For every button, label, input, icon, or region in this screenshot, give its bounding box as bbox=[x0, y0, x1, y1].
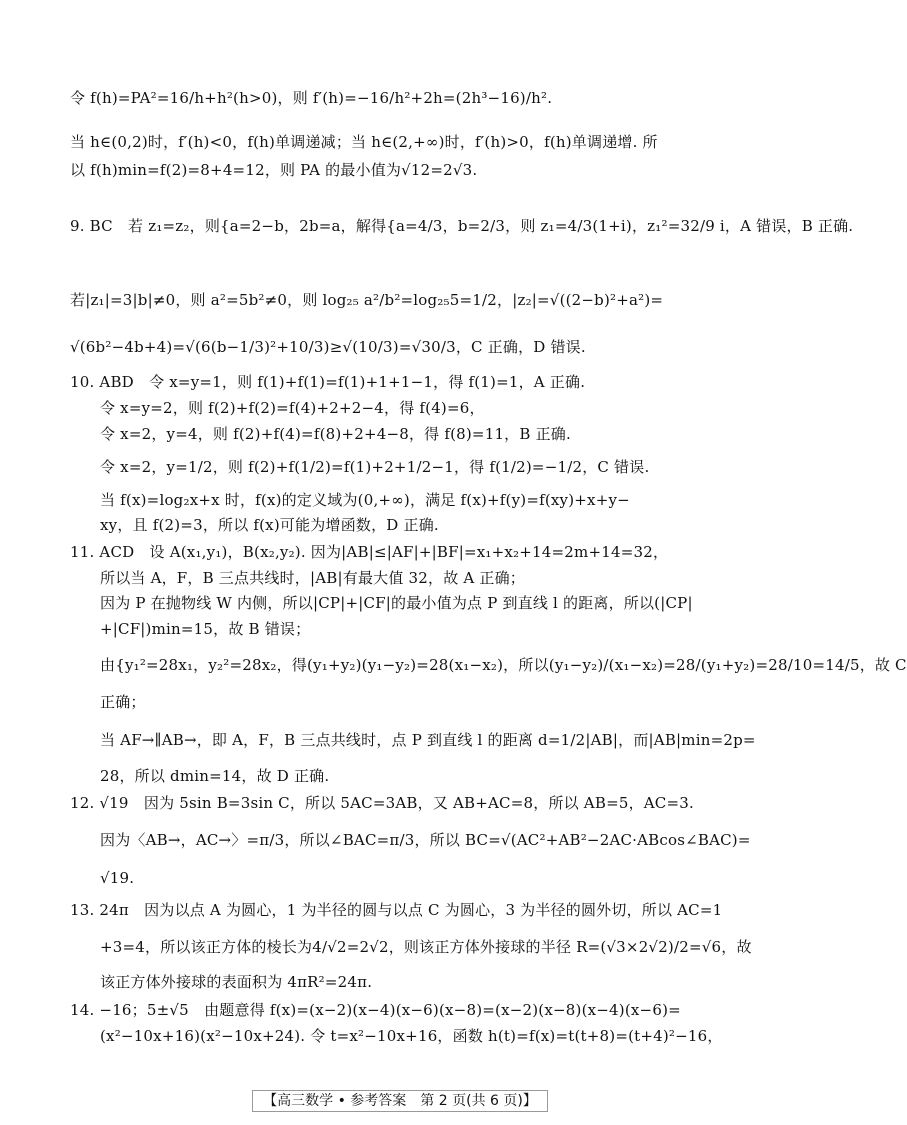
text-line: 因为〈AB→，AC→〉=π/3，所以∠BAC=π/3，所以 BC=√(AC²+AB²−2AC·ABcos∠BAC)= bbox=[100, 831, 751, 849]
text-line: 9. BC 若 z₁=z₂，则{a=2−b，2b=a，解得{a=4/3，b=2/3，则 z₁=4/3(1+i)，z₁²=32/9 i，A 错误，B 正确. bbox=[70, 217, 854, 235]
text-line: √(6b²−4b+4)=√(6(b−1/3)²+10/3)≥√(10/3)=√30/3，C 正确，D 错误. bbox=[70, 338, 586, 356]
text-line: 13. 24π 因为以点 A 为圆心，1 为半径的圆与以点 C 为圆心，3 为半径的圆外切，所以 AC=1 bbox=[70, 901, 723, 919]
footer-label: 【高三数学 • 参考答案 第 2 页(共 6 页)】 bbox=[252, 1090, 548, 1112]
text-line: 因为 P 在抛物线 W 内侧，所以|CP|+|CF|的最小值为点 P 到直线 l 的距离，所以(|CP| bbox=[100, 594, 693, 612]
text-line: 令 x=y=2，则 f(2)+f(2)=f(4)+2+2−4，得 f(4)=6， bbox=[100, 399, 485, 417]
text-line: 11. ACD 设 A(x₁,y₁)，B(x₂,y₂). 因为|AB|≤|AF|+|BF|=x₁+x₂+14=2m+14=32， bbox=[70, 543, 669, 561]
text-line: 令 f(h)=PA²=16/h+h²(h>0)，则 f′(h)=−16/h²+2h=(2h³−16)/h². bbox=[70, 89, 553, 107]
text-line: 当 h∈(0,2)时，f′(h)<0，f(h)单调递减；当 h∈(2,+∞)时，f′(h)>0，f(h)单调递增. 所 bbox=[70, 133, 658, 151]
text-line: 当 AF→∥AB→，即 A，F，B 三点共线时，点 P 到直线 l 的距离 d=1/2|AB|，而|AB|min=2p= bbox=[100, 731, 756, 749]
text-line: 所以当 A，F，B 三点共线时，|AB|有最大值 32，故 A 正确； bbox=[100, 569, 525, 587]
text-line: 12. √19 因为 5sin B=3sin C，所以 5AC=3AB，又 AB+AC=8，所以 AB=5，AC=3. bbox=[70, 794, 694, 812]
text-line: 令 x=2，y=4，则 f(2)+f(4)=f(8)+2+4−8，得 f(8)=11，B 正确. bbox=[100, 425, 571, 443]
text-line: 当 f(x)=log₂x+x 时，f(x)的定义域为(0,+∞)，满足 f(x)+f(y)=f(xy)+x+y− bbox=[100, 491, 630, 509]
text-line: 若|z₁|=3|b|≠0，则 a²=5b²≠0，则 log₂₅ a²/b²=log₂₅5=1/2，|z₂|=√((2−b)²+a²)= bbox=[70, 291, 664, 309]
page-footer bbox=[0, 1090, 800, 1110]
text-line: 该正方体外接球的表面积为 4πR²=24π. bbox=[100, 973, 373, 991]
text-line: +3=4，所以该正方体的棱长为4/√2=2√2，则该正方体外接球的半径 R=(√3×2√2)/2=√6，故 bbox=[100, 938, 752, 956]
text-line: +|CF|)min=15，故 B 错误； bbox=[100, 620, 311, 638]
text-line: (x²−10x+16)(x²−10x+24). 令 t=x²−10x+16，函数 h(t)=f(x)=t(t+8)=(t+4)²−16， bbox=[100, 1027, 723, 1045]
text-line: 由{y₁²=28x₁，y₂²=28x₂，得(y₁+y₂)(y₁−y₂)=28(x₁−x₂)，所以(y₁−y₂)/(x₁−x₂)=28/(y₁+y₂)=28/10=14/5，故 C bbox=[100, 656, 907, 674]
text-line: 14. −16；5±√5 由题意得 f(x)=(x−2)(x−4)(x−6)(x−8)=(x−2)(x−8)(x−4)(x−6)= bbox=[70, 1001, 681, 1019]
text-line: 以 f(h)min=f(2)=8+4=12，则 PA 的最小值为√12=2√3. bbox=[70, 161, 478, 179]
text-line: 10. ABD 令 x=y=1，则 f(1)+f(1)=f(1)+1+1−1，得 f(1)=1，A 正确. bbox=[70, 373, 586, 391]
text-line: 28，所以 dmin=14，故 D 正确. bbox=[100, 767, 330, 785]
text-line: √19. bbox=[100, 869, 135, 887]
text-line: xy，且 f(2)=3，所以 f(x)可能为增函数，D 正确. bbox=[100, 516, 439, 534]
text-line: 令 x=2，y=1/2，则 f(2)+f(1/2)=f(1)+2+1/2−1，得 f(1/2)=−1/2，C 错误. bbox=[100, 458, 650, 476]
text-line: 正确； bbox=[100, 693, 146, 711]
